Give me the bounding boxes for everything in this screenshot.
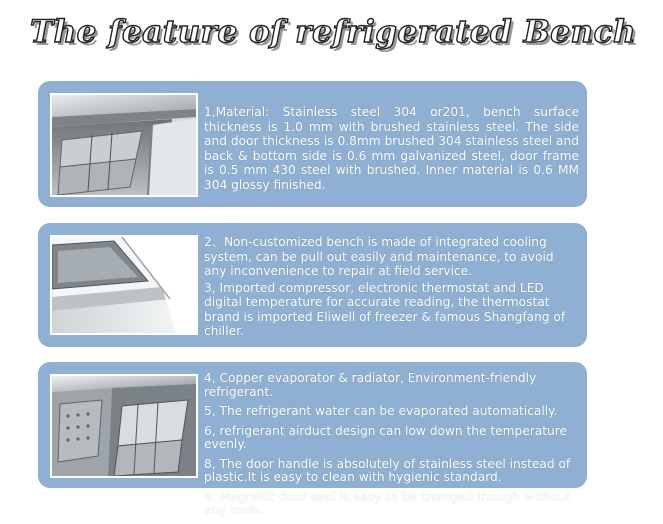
feature-text — [204, 372, 579, 524]
feature-text — [204, 105, 579, 192]
bench-interior-illustration — [52, 376, 196, 476]
feature-paragraph: 4, Copper evaporator & radiator, Environment-friendly refrigerant. — [204, 371, 537, 399]
feature-panel-components — [38, 362, 587, 517]
page-title: The feature of refrigerated Bench — [30, 14, 636, 50]
feature-text — [204, 235, 579, 339]
bench-interior-photo — [50, 374, 198, 478]
feature-paragraph: 3, Imported compressor, electronic thermostat and LED digital temperature for accurate reading, the thermostat brand is imported Eliwell of freezer & famous Shangfang of chiller. — [204, 280, 566, 338]
bench-top-illustration — [52, 237, 196, 333]
bench-drawer-illustration — [52, 95, 196, 195]
feature-paragraph: 9, Magnetic door seal is easy to be changed though without any tools. — [204, 489, 570, 517]
feature-paragraph: 8, The door handle is absolutely of stainless steel instead of plastic.It is easy to clean with hygienic standard. — [204, 456, 571, 484]
feature-paragraph: 1,Material: Stainless steel 304 or201, bench surface thickness is 1.0 mm with brushed stainless steel. The side and door thickness is 0.8mm brushed 304 stainless steel and back & bottom side is 0.6 mm galvanized steel, door frame is 0.5 mm 430 steel with brushed. Inner material is 0.6 MM 304 glossy finished. — [204, 105, 579, 192]
bench-top-photo — [50, 235, 198, 335]
feature-paragraph: 5, The refrigerant water can be evaporated automatically. — [204, 404, 558, 418]
feature-paragraph: 2、Non-customized bench is made of integrated cooling system, can be pull out easily and maintenance, to avoid any inconvenience to repair at field service. — [204, 235, 554, 278]
feature-paragraph: 6, refrigerant airduct design can low down the temperature evenly. — [204, 423, 567, 451]
feature-panel-material — [38, 81, 587, 207]
feature-panel-cooling-system — [38, 223, 587, 347]
bench-drawer-photo — [50, 93, 198, 197]
